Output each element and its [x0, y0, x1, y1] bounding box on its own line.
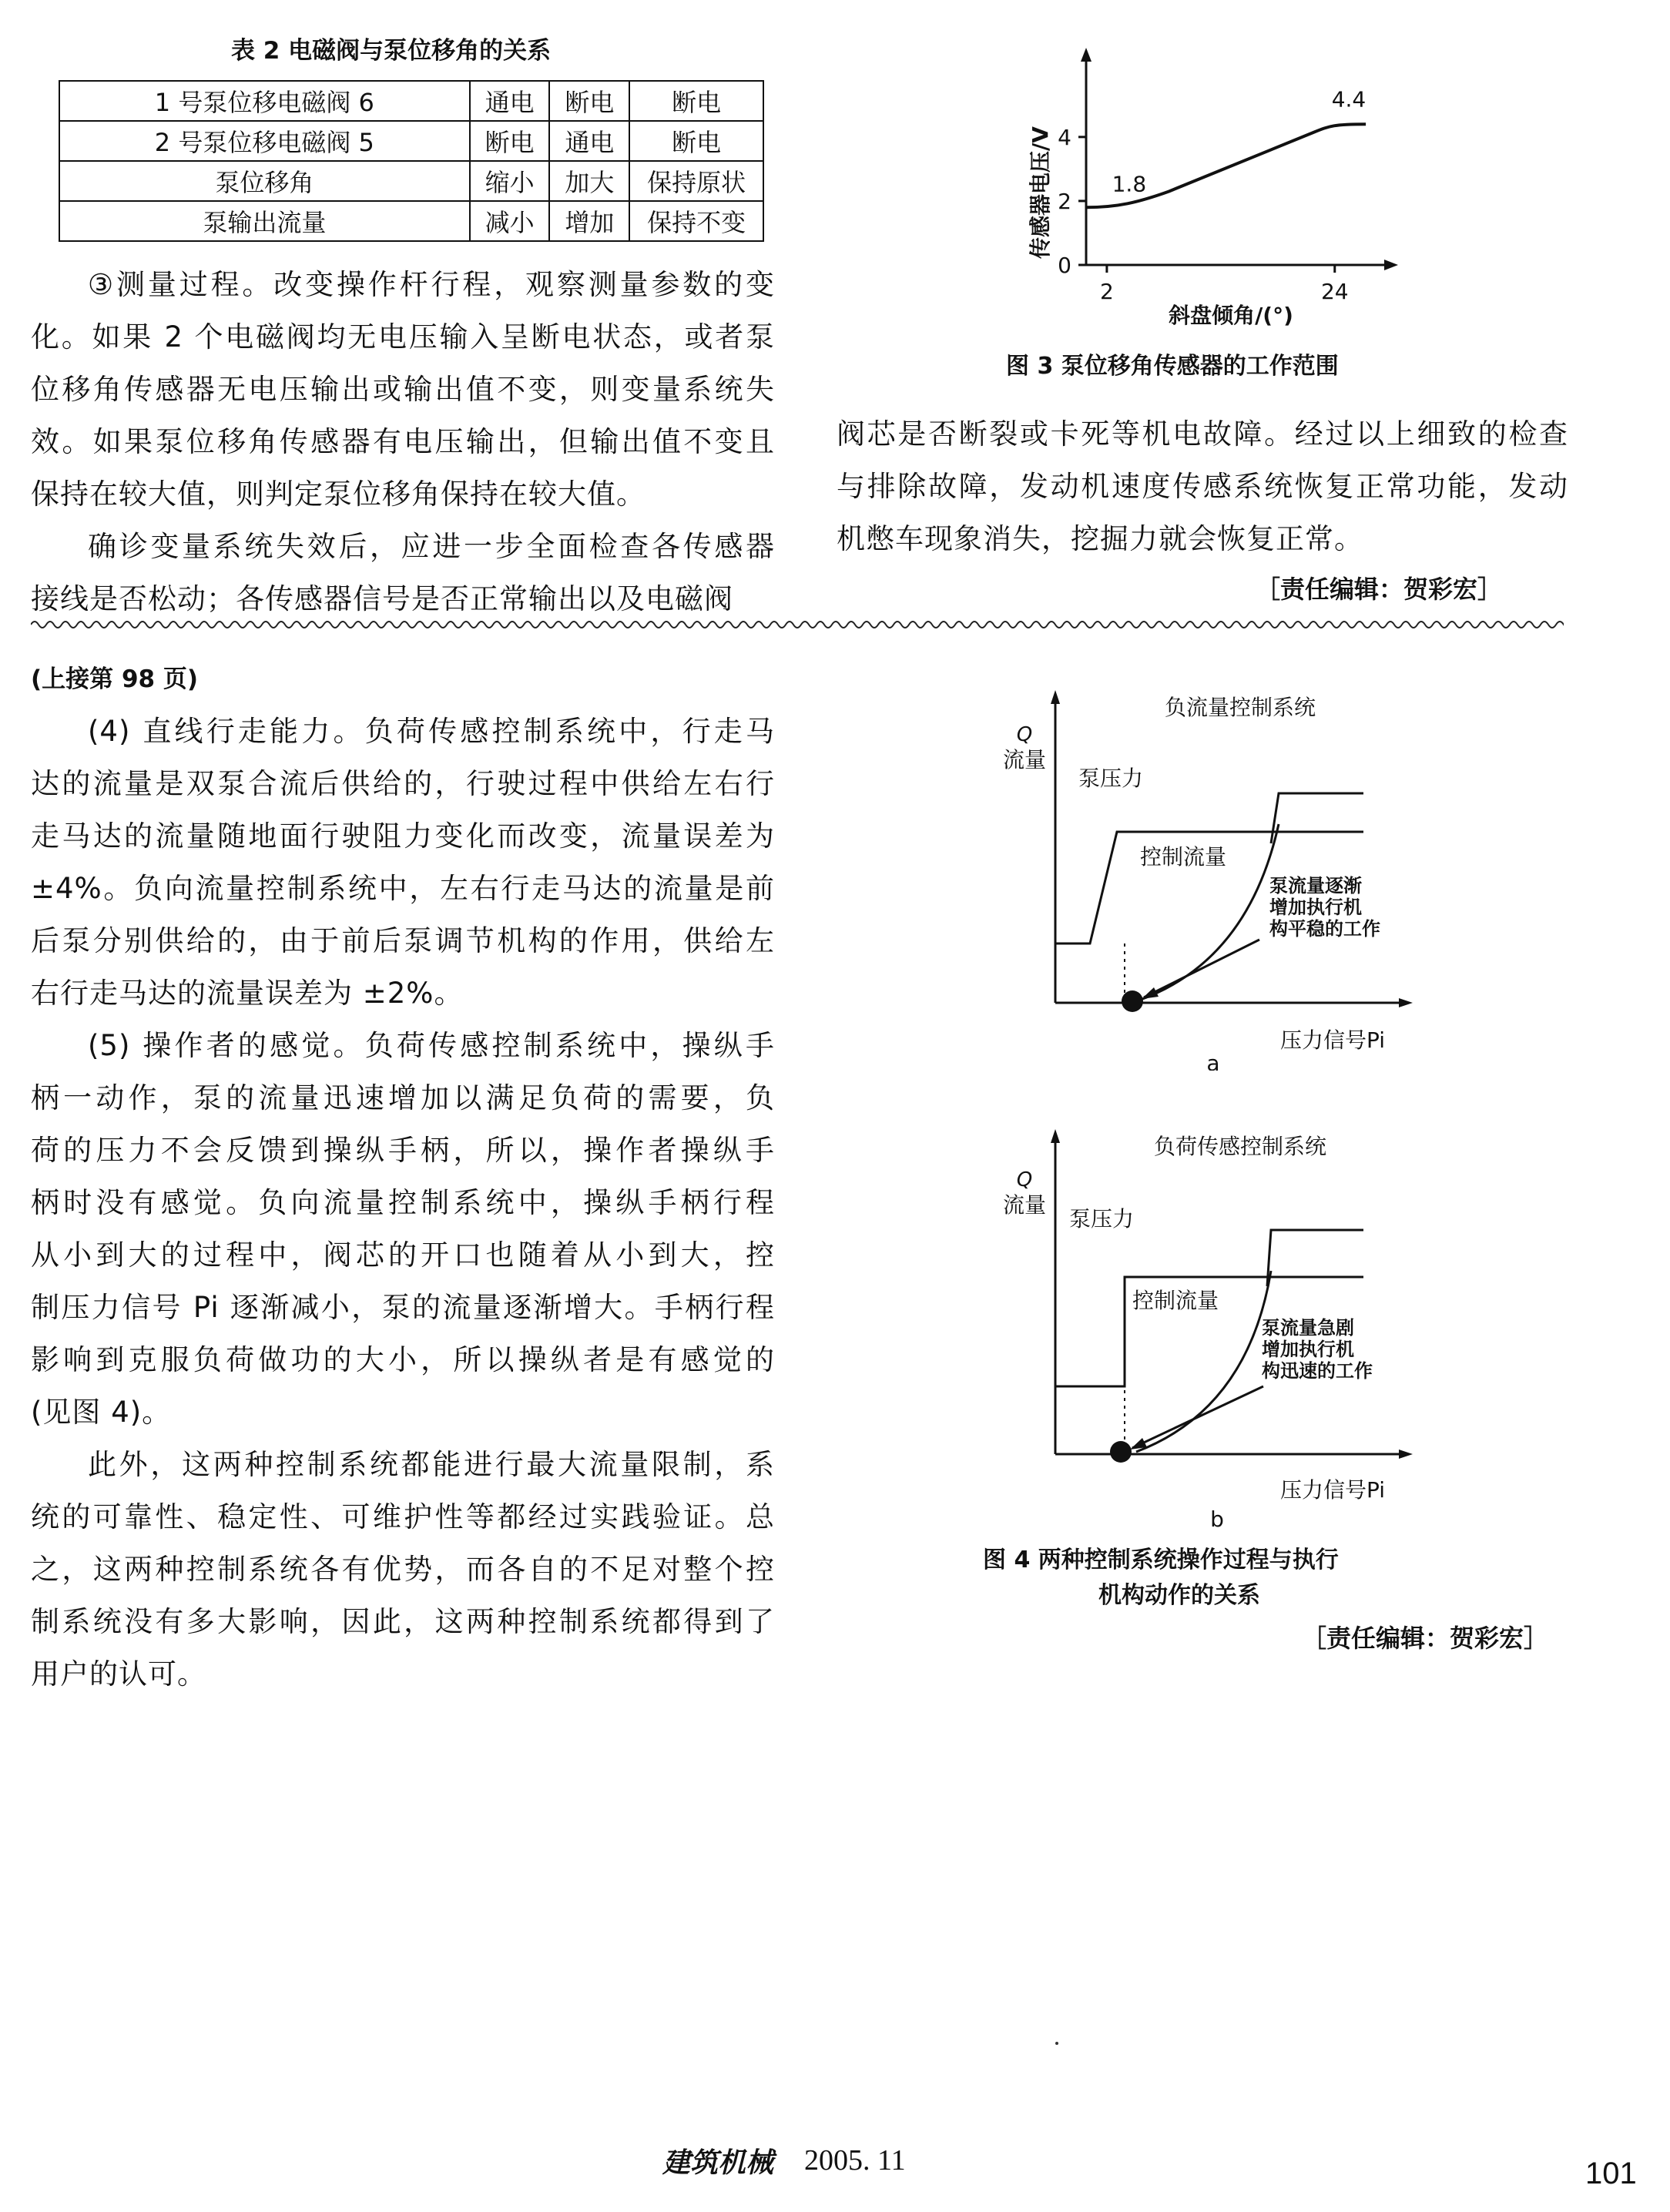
text-line: 右行走马达的流量误差为 ±2%。	[31, 977, 464, 1010]
text-line: 影响到克服负荷做功的大小，所以操纵者是有感觉的	[31, 1343, 775, 1376]
table-row	[59, 201, 763, 241]
figure-3-chart	[1001, 46, 1433, 331]
text-line: (5) 操作者的感觉。负荷传感控制系统中，操纵手	[88, 1029, 775, 1062]
fig4a-pump-label: 泵压力	[1078, 766, 1144, 791]
table-cell: 缩小	[470, 161, 550, 201]
x-tick-label: 24	[1320, 279, 1349, 304]
table-cell: 断电	[629, 81, 763, 121]
table-row	[59, 121, 763, 161]
text-line: 用户的认可。	[31, 1657, 206, 1691]
text-line: 达的流量是双泵合流后供给的，行驶过程中供给左右行	[31, 767, 775, 800]
y-axis-label: 传感器电压/V	[1028, 126, 1053, 259]
fig4a-flow-label: 流量	[1002, 747, 1047, 773]
fig4a-control-label: 控制流量	[1140, 844, 1227, 870]
editor-note-bottom: ［责任编辑：贺彩宏］	[1302, 1624, 1549, 1653]
text-line: 保持在较大值，则判定泵位移角保持在较大值。	[31, 478, 646, 511]
text-line: 统的可靠性、稳定性、可维护性等都经过实践验证。总	[31, 1500, 775, 1533]
fig4a-note-line-3: 构平稳的工作	[1269, 918, 1380, 940]
figure-4b-diagram	[971, 1124, 1464, 1533]
text-line: 效。如果泵位移角传感器有电压输出，但输出值不变且	[31, 425, 775, 458]
text-line: 之，这两种控制系统各有优势，而各自的不足对整个控	[31, 1553, 775, 1586]
table-cell: 通电	[470, 81, 550, 121]
text-line: 接线是否松动；各传感器信号是否正常输出以及电磁阀	[31, 582, 733, 615]
text-line: 此外，这两种控制系统都能进行最大流量限制，系	[88, 1448, 775, 1481]
fig4b-flow-label: 流量	[1002, 1192, 1047, 1218]
text-line: (见图 4)。	[31, 1396, 172, 1429]
table-title: 表 2 电磁阀与泵位移角的关系	[231, 37, 552, 65]
issue-date: 2005. 11	[804, 2144, 906, 2177]
figure-4-caption-line-2: 机构动作的关系	[1098, 1582, 1260, 1609]
wavy-divider	[31, 613, 1564, 636]
page-number: 101	[1585, 2157, 1637, 2190]
table-cell: 断电	[629, 121, 763, 161]
journal-name: 建筑机械	[662, 2147, 774, 2179]
fig4b-note-line-3: 构迅速的工作	[1262, 1360, 1373, 1382]
text-line: 柄一动作，泵的流量迅速增加以满足负荷的需要，负	[31, 1081, 775, 1114]
table-row	[59, 81, 763, 121]
table-cell: 断电	[470, 121, 550, 161]
figure-4-caption-line-1: 图 4 两种控制系统操作过程与执行	[983, 1547, 1339, 1574]
fig4b-title: 负荷传感控制系统	[1153, 1134, 1327, 1159]
y-tick-label: 0	[1058, 253, 1071, 278]
fig4b-control-label: 控制流量	[1132, 1288, 1219, 1313]
x-tick-label: 2	[1099, 279, 1114, 304]
figure-3-caption: 图 3 泵位移角传感器的工作范围	[1006, 353, 1339, 380]
text-line: 柄时没有感觉。负向流量控制系统中，操纵手柄行程	[31, 1186, 775, 1219]
figure-4a-diagram	[971, 685, 1464, 1071]
table-cell: 2 号泵位移电磁阀 5	[59, 121, 470, 161]
table-cell: 保持不变	[629, 201, 763, 241]
value-annotation: 1.8	[1112, 171, 1147, 197]
text-line: 走马达的流量随地面行驶阻力变化而改变，流量误差为	[31, 819, 775, 853]
table-row	[59, 161, 763, 201]
text-line: 位移角传感器无电压输出或输出值不变，则变量系统失	[31, 373, 775, 406]
fig4b-pump-label: 泵压力	[1069, 1206, 1135, 1232]
fig4a-x-label: 压力信号Pi	[1279, 1027, 1386, 1053]
table-cell: 断电	[549, 81, 629, 121]
fig4a-pointer-line	[1144, 940, 1259, 997]
fig4b-note-line-1: 泵流量急剧	[1262, 1317, 1354, 1339]
value-annotation: 4.4	[1331, 86, 1367, 112]
top-right-text	[837, 408, 1568, 565]
table-cell: 泵输出流量	[59, 201, 470, 241]
text-line: 制系统没有多大影响，因此，这两种控制系统都得到了	[31, 1605, 775, 1638]
table-cell: 泵位移角	[59, 161, 470, 201]
x-axis-label: 斜盘倾角/(°)	[1169, 303, 1293, 328]
y-tick-label: 4	[1058, 124, 1071, 150]
fig4a-y-arrow-icon	[1051, 690, 1060, 704]
text-line: 后泵分别供给的，由于前后泵调节机构的作用，供给左	[31, 924, 775, 957]
fig4a-start-dot	[1122, 990, 1143, 1012]
table-cell: 增加	[549, 201, 629, 241]
table-cell: 通电	[549, 121, 629, 161]
text-line: 荷的压力不会反馈到操纵手柄，所以，操作者操纵手	[31, 1134, 775, 1167]
text-line: ±4%。负向流量控制系统中，左右行走马达的流量是前	[31, 872, 775, 905]
table-cell: 加大	[549, 161, 629, 201]
y-axis-arrow-icon	[1081, 48, 1092, 62]
text-line: 化。如果 2 个电磁阀均无电压输入呈断电状态，或者泵	[31, 320, 775, 354]
text-line: 机憋车现象消失，挖掘力就会恢复正常。	[837, 522, 1363, 555]
fig4b-note-line-2: 增加执行机	[1262, 1339, 1354, 1360]
stray-dot	[1055, 2042, 1058, 2045]
text-line: (4) 直线行走能力。负荷传感控制系统中，行走马	[88, 715, 775, 748]
text-line: 阀芯是否断裂或卡死等机电故障。经过以上细致的检查	[837, 417, 1568, 451]
fig4a-title: 负流量控制系统	[1164, 695, 1316, 720]
fig4a-note-line-1: 泵流量逐渐	[1269, 875, 1362, 897]
editor-note-top: ［责任编辑：贺彩宏］	[1256, 575, 1503, 604]
text-line: 从小到大的过程中，阀芯的开口也随着从小到大，控	[31, 1238, 775, 1272]
fig4a-x-arrow-icon	[1399, 998, 1413, 1007]
top-left-text	[31, 259, 775, 625]
text-line: 确诊变量系统失效后，应进一步全面检查各传感器	[88, 530, 775, 563]
table-cell: 保持原状	[629, 161, 763, 201]
fig4b-sub-label: b	[1210, 1507, 1224, 1532]
text-line: ③测量过程。改变操作杆行程，观察测量参数的变	[88, 268, 775, 301]
text-line: 与排除故障，发动机速度传感系统恢复正常功能，发动	[837, 470, 1568, 503]
fig4b-pointer-line	[1132, 1386, 1263, 1448]
table-cell: 1 号泵位移电磁阀 6	[59, 81, 470, 121]
relationship-table	[59, 80, 764, 242]
fig4b-x-arrow-icon	[1399, 1450, 1413, 1459]
y-tick-label: 2	[1058, 188, 1071, 214]
text-line: 制压力信号 Pi 逐渐减小，泵的流量逐渐增大。手柄行程	[31, 1291, 775, 1324]
bottom-left-text	[31, 705, 775, 1701]
x-axis-arrow-icon	[1384, 260, 1398, 270]
fig4a-note-line-2: 增加执行机	[1269, 897, 1362, 918]
fig4a-sub-label: a	[1206, 1051, 1220, 1071]
fig4b-y-arrow-icon	[1051, 1129, 1060, 1143]
wave-line	[31, 622, 1564, 628]
table-cell: 减小	[470, 201, 550, 241]
continued-note: (上接第 98 页)	[31, 665, 199, 693]
fig4a-pointer-arrow-icon	[1142, 987, 1159, 999]
fig4a-q-label: Q	[1016, 723, 1033, 746]
fig4b-q-label: Q	[1016, 1168, 1033, 1191]
fig4a-upper-line	[1271, 793, 1363, 843]
fig4b-x-label: 压力信号Pi	[1279, 1477, 1386, 1503]
fig4b-start-dot	[1110, 1441, 1132, 1463]
